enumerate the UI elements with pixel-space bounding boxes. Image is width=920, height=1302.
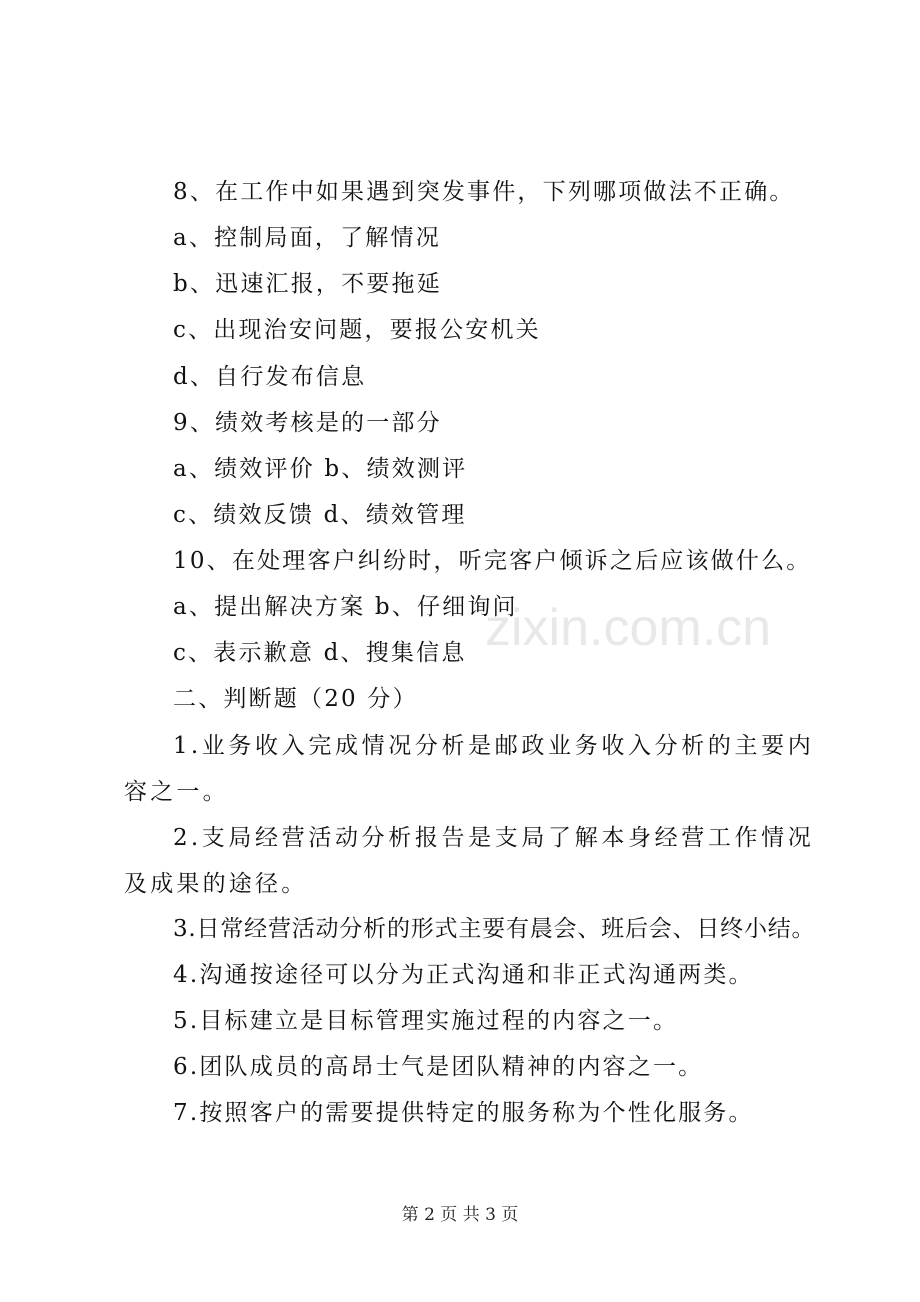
judgment-4: 4.沟通按途径可以分为正式沟通和非正式沟通两类。	[173, 962, 754, 988]
option-8a: a、控制局面，了解情况	[173, 225, 441, 251]
judgment-3: 3.日常经营活动分析的形式主要有晨会、班后会、日终小结。	[173, 916, 816, 942]
judgment-2: 2.支局经营活动分析报告是支局了解本身经营工作情况及成果的途径。	[124, 825, 814, 897]
question-10: 10、在处理客户纠纷时，听完客户倾诉之后应该做什么。	[173, 548, 812, 574]
judgment-1: 1.业务收入完成情况分析是邮政业务收入分析的主要内容之一。	[124, 733, 814, 805]
option-8b: b、迅速汇报，不要拖延	[173, 271, 442, 297]
question-8: 8、在工作中如果遇到突发事件，下列哪项做法不正确。	[173, 179, 795, 205]
options-9ab: a、绩效评价 b、绩效测评	[173, 456, 468, 482]
judgment-5: 5.目标建立是目标管理实施过程的内容之一。	[173, 1008, 679, 1034]
option-8d: d、自行发布信息	[173, 364, 367, 390]
options-10cd: c、表示歉意 d、搜集信息	[173, 640, 467, 666]
section-heading: 二、判断题（20 分）	[173, 686, 418, 712]
options-9cd: c、绩效反馈 d、绩效管理	[173, 502, 467, 528]
judgment-7: 7.按照客户的需要提供特定的服务称为个性化服务。	[173, 1100, 754, 1126]
page-number: 第 2 页 共 3 页	[401, 1205, 519, 1225]
judgment-6: 6.团队成员的高昂士气是团队精神的内容之一。	[173, 1054, 704, 1080]
question-9: 9、绩效考核是的一部分	[173, 410, 442, 436]
options-10ab: a、提出解决方案 b、仔细询问	[173, 594, 518, 620]
watermark: zixin.com.cn	[485, 599, 772, 657]
option-8c: c、出现治安问题，要报公安机关	[173, 317, 541, 343]
